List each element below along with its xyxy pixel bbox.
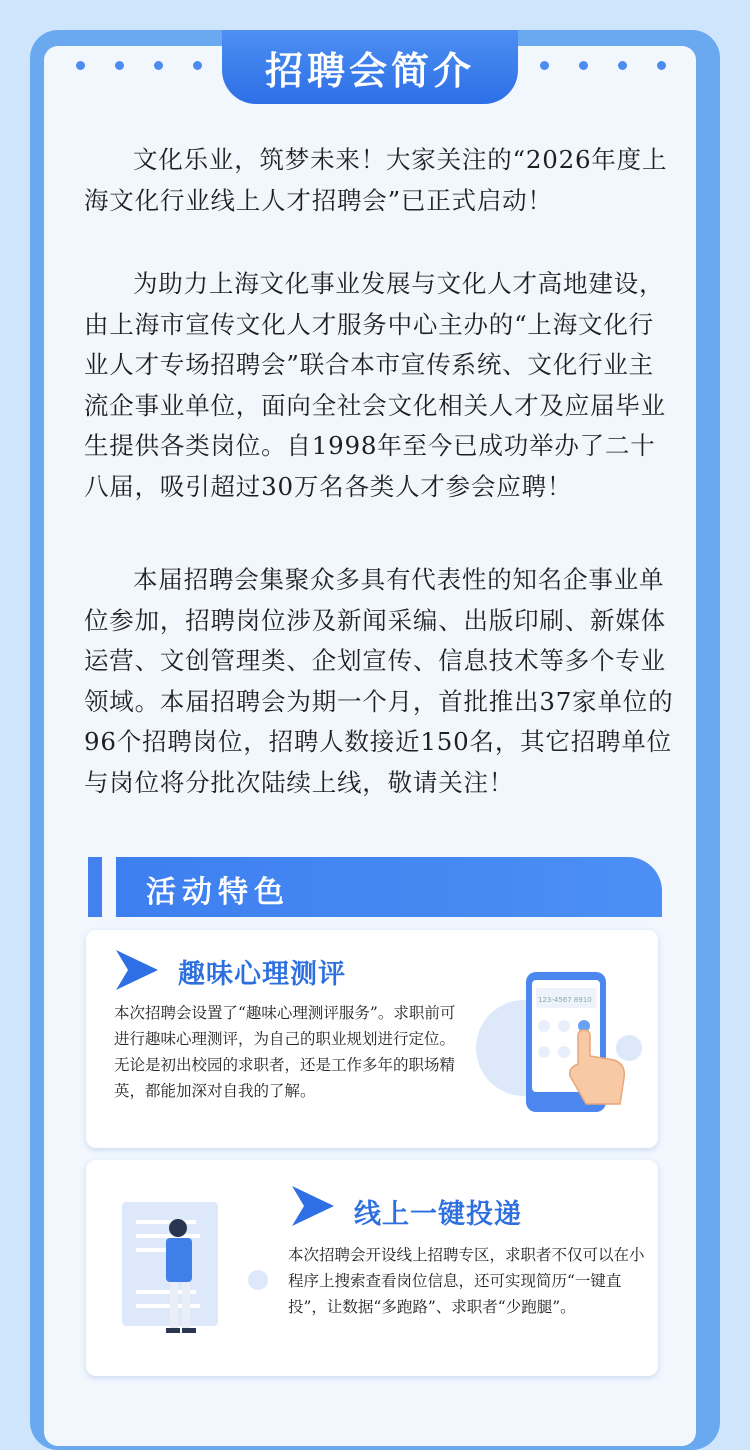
decorative-dots-right xyxy=(540,61,666,70)
arrow-right-icon xyxy=(112,946,160,994)
feature-card-psych-test xyxy=(86,930,658,1148)
section-header xyxy=(88,857,662,917)
svg-text:123-4567 8910: 123-4567 8910 xyxy=(538,996,592,1004)
intro-paragraph-2: 为助力上海文化事业发展与文化人才高地建设，由上海市宣传文化人才服务中心主办的“上海文化行业人才专场招聘会”联合本市宣传系统、文化行业主流企事业单位，面向全社会文化相关人才及应届毕业生提供各类岗位。自1998年至今已成功举办了二十八届，吸引超过30万名各类人才参会应聘！ xyxy=(84,269,666,501)
page-title-tab xyxy=(222,30,518,104)
intro-paragraph-1: 文化乐业，筑梦未来！大家关注的“2026年度上海文化行业线上人才招聘会”已正式启动！ xyxy=(84,145,668,215)
feature-description: 本次招聘会开设线上招聘专区，求职者不仅可以在小程序上搜索查看岗位信息，还可实现简历“一键直投”，让数据“多跑路”、求职者“少跑腿”。 xyxy=(288,1246,645,1316)
feature-card-one-click-apply xyxy=(86,1160,658,1376)
intro-paragraph-3: 本届招聘会集聚众多具有代表性的知名企事业单位参加，招聘岗位涉及新闻采编、出版印刷、新媒体运营、文创管理类、企划宣传、信息技术等多个专业领域。本届招聘会为期一个月，首批推出37家单位的96个招聘岗位，招聘人数接近150名，其它招聘单位与岗位将分批次陆续上线，敬请关注！ xyxy=(84,565,674,797)
resume-person-icon xyxy=(106,1190,276,1340)
section-title: 活动特色 xyxy=(146,875,290,910)
decorative-dots-left xyxy=(76,61,202,70)
phone-hand-icon xyxy=(474,964,656,1114)
feature-title: 趣味心理测评 xyxy=(178,959,346,990)
page-title: 招聘会简介 xyxy=(264,48,475,93)
feature-description: 本次招聘会设置了“趣味心理测评服务”。求职前可进行趣味心理测评，为自己的职业规划进行定位。无论是初出校园的求职者，还是工作多年的职场精英，都能加深对自我的了解。 xyxy=(114,1004,456,1100)
feature-title: 线上一键投递 xyxy=(354,1199,522,1230)
arrow-right-icon xyxy=(288,1182,336,1230)
